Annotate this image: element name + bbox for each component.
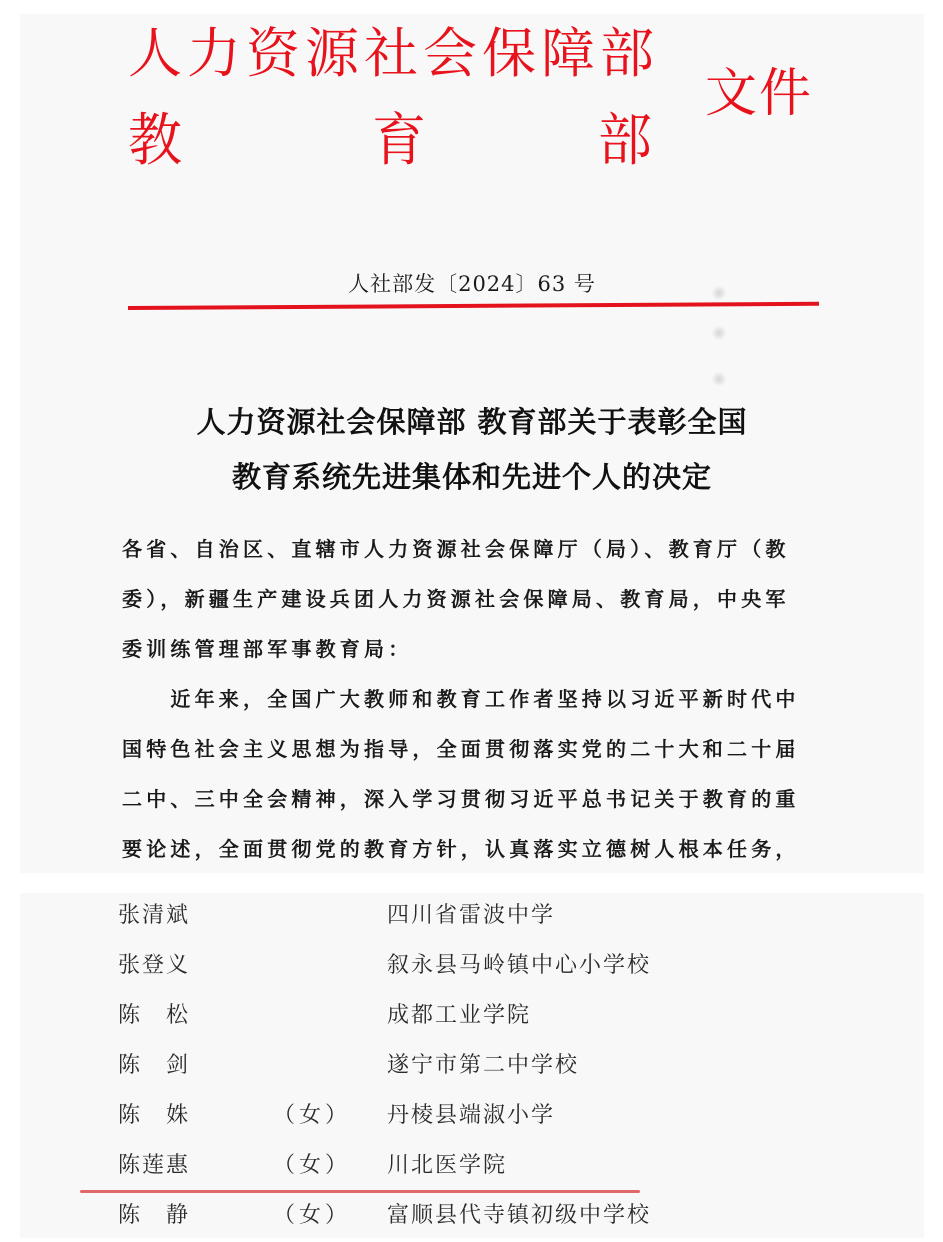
awardee-gender: （女）	[273, 1103, 352, 1128]
masthead-issuer-moe-char-1: 教	[128, 106, 182, 174]
list-item	[20, 1098, 924, 1134]
awardee-organization: 四川省雷波中学	[387, 903, 556, 928]
masthead-document-label: 文件	[705, 64, 814, 124]
awardee-name: 陈莲惠	[118, 1153, 191, 1178]
awardee-name-list	[20, 893, 924, 1238]
awardee-name: 张登义	[118, 953, 191, 978]
addressee-line-1: 各省、自治区、直辖市人力资源社会保障厅（局）、教育厅（教	[122, 537, 790, 561]
list-item	[20, 998, 924, 1034]
document-number: 人社部发〔2024〕63 号	[348, 272, 596, 296]
list-item	[20, 948, 924, 984]
list-item-highlighted	[20, 1148, 924, 1184]
scan-artifact	[712, 372, 726, 386]
awardee-name: 陈 姝	[118, 1103, 191, 1128]
addressee-line-3: 委训练管理部军事教育局：	[122, 637, 413, 661]
awardee-organization: 富顺县代寺镇初级中学校	[387, 1203, 652, 1228]
awardee-organization: 遂宁市第二中学校	[387, 1053, 580, 1078]
highlight-underline	[80, 1190, 640, 1193]
awardee-gender: （女）	[273, 1153, 352, 1178]
body-paragraph-line-2: 国特色社会主义思想为指导，全面贯彻落实党的二十大和二十届	[122, 737, 800, 761]
awardee-organization: 叙永县马岭镇中心小学校	[387, 953, 652, 978]
scan-artifact	[712, 286, 726, 300]
masthead-issuer-mohrss: 人力资源社会保障部	[128, 22, 659, 85]
red-separator-rule	[128, 302, 819, 310]
scan-artifact	[712, 326, 726, 340]
awardee-organization: 川北医学院	[387, 1153, 508, 1178]
masthead-issuer-moe-char-2: 育	[372, 106, 426, 174]
awardee-organization: 丹棱县端淑小学	[387, 1103, 556, 1128]
addressee-line-2: 委），新疆生产建设兵团人力资源社会保障局、教育局，中央军	[122, 587, 790, 611]
awardee-name: 张清斌	[118, 903, 191, 928]
body-paragraph-line-3: 二中、三中全会精神，深入学习贯彻习近平总书记关于教育的重	[122, 787, 800, 811]
awardee-name: 陈 静	[118, 1203, 191, 1228]
awardee-gender: （女）	[273, 1203, 352, 1228]
body-paragraph-line-1: 近年来，全国广大教师和教育工作者坚持以习近平新时代中	[122, 687, 800, 711]
decision-title-line-2: 教育系统先进集体和先进个人的决定	[231, 460, 712, 494]
awardee-name: 陈 剑	[118, 1053, 191, 1078]
decision-title-line-1: 人力资源社会保障部 教育部关于表彰全国	[196, 405, 748, 439]
list-item	[20, 1048, 924, 1084]
body-paragraph-line-4: 要论述，全面贯彻党的教育方针，认真落实立德树人根本任务，	[122, 837, 800, 861]
awardee-organization: 成都工业学院	[387, 1003, 532, 1028]
masthead-issuer-moe-char-3: 部	[598, 106, 652, 174]
list-item	[20, 1198, 924, 1234]
document-page-header	[20, 14, 924, 873]
awardee-name: 陈 松	[118, 1003, 191, 1028]
list-item	[20, 898, 924, 934]
